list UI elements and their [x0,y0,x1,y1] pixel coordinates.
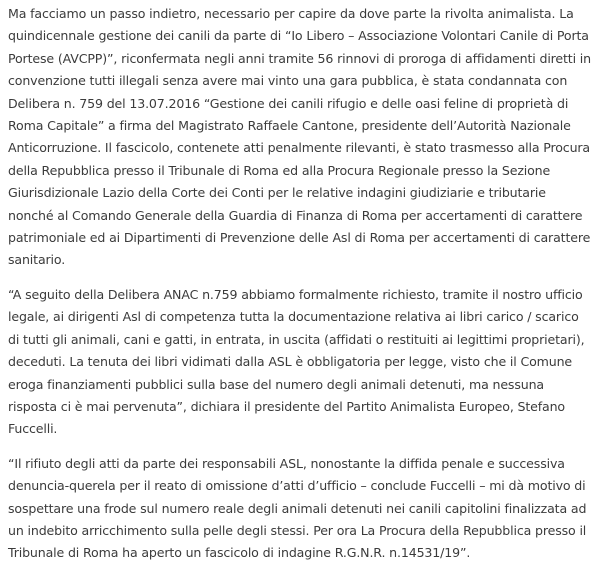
article-paragraph: “A seguito della Delibera ANAC n.759 abbiamo formalmente richiesto, tramite il nostro ufficio legale, ai dirigenti Asl di competenza tutta la documentazione relativa ai libri carico / scarico di tutti gli animali, cani e gatti, in entrata, in uscita (affidati o restituiti ai legittimi proprietari), deceduti. La tenuta dei libri vidimati dalla ASL è obbligatoria per legge, visto che il Comune eroga finanziamenti pubblici sulla base del numero degli animali detenuti, ma nessuna risposta ci è mai pervenuta”, dichiara il presidente del Partito Animalista Europeo, Stefano Fuccelli. [8,286,585,437]
article-paragraph: Ma facciamo un passo indietro, necessario per capire da dove parte la rivolta animalista. La quindicennale gestione dei canili da parte di “Io Libero – Associazione Volontari Canile di Porta Portese (AVCPP)”, riconfermata negli anni tramite 56 rinnovi di proroga di affidamenti diretti in convenzione tutti illegali senza avere mai vinto una gara pubblica, è stata condannata con Delibera n. 759 del 13.07.2016 “Gestione dei canili rifugio e delle oasi feline di proprietà di Roma Capitale” a firma del Magistrato Raffaele Cantone, presidente dell’Autorità Nazionale Anticorruzione. Il fascicolo, contenete atti penalmente rilevanti, è stato trasmesso alla Procura della Repubblica presso il Tribunale di Roma ed alla Procura Regionale presso la Sezione Giurisdizionale Lazio della Corte dei Conti per le relative indagini giudiziarie e tributarie nonché al Comando Generale della Guardia di Finanza di Roma per accertamenti di carattere patrimoniale ed ai Dipartimenti di Prevenzione delle Asl di Roma per accertamenti di carattere sanitario. [8,6,591,268]
article-paragraph: “Il rifiuto degli atti da parte dei responsabili ASL, nonostante la diffida penale e successiva denuncia-querela per il reato di omissione d’atti d’ufficio – conclude Fuccelli – mi dà motivo di sospettare una frode sul numero reale degli animali detenuti nei canili capitolini finalizzata ad un indebito arricchimento sulla pelle degli stessi. Per ora La Procura della Repubblica presso il Tribunale di Roma ha aperto un fascicolo di indagine R.G.N.R. n.14531/19”. [8,455,587,561]
